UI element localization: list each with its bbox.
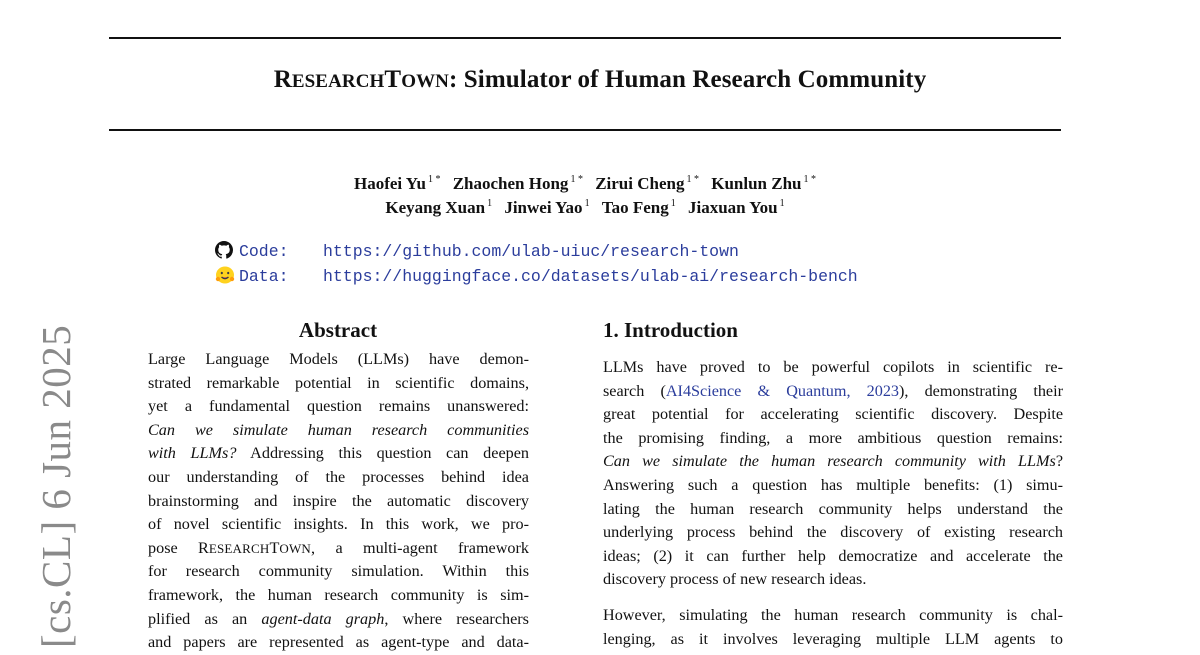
- title-framework-name: RESEARCHTOWN: [273, 66, 450, 93]
- author-list-row-1: [0, 174, 1170, 194]
- intro-line: the promising finding, a more ambitious question remains:: [603, 428, 1063, 447]
- paper-title: [0, 66, 1200, 94]
- introduction-paragraph-1: [603, 356, 1063, 592]
- intro-line: LLMs have proved to be powerful copilots in scientific re-: [603, 358, 1063, 376]
- intro-line: Answering such a question has multiple benefits: (1) simu-: [603, 475, 1063, 494]
- code-url-link[interactable]: https://github.com/ulab-uiuc/research-town: [323, 242, 739, 261]
- intro-line: lenging, as it involves leveraging multiple LLM agents to: [603, 629, 1063, 648]
- author: Zhaochen Hong $^{1 *}$: [452, 174, 583, 193]
- abstract-line: and papers are represented as agent-type and data-: [148, 633, 529, 652]
- abstract-line: yet a fundamental question remains unanswered:: [148, 397, 529, 416]
- arxiv-side-stamp: [cs.CL] 6 Jun 2025: [33, 324, 79, 648]
- intro-line: search (AI4Science & Quantum, 2023), demonstrating their: [603, 381, 1063, 400]
- intro-line: great potential for accelerating scientific discovery. Despite: [603, 405, 1063, 424]
- introduction-paragraph-2: [603, 604, 1063, 651]
- citation-link[interactable]: AI4Science & Quantum, 2023: [665, 381, 900, 400]
- abstract-heading: Abstract: [298, 318, 378, 342]
- abstract-line: plified as an agent-data graph, where researchers: [148, 609, 529, 628]
- intro-line: underlying process behind the discovery of existing research: [603, 523, 1063, 542]
- author: Jinwei Yao $^1$: [504, 198, 590, 217]
- data-label: Data:: [239, 267, 289, 286]
- abstract-line: with LLMs? Addressing this question can deepen: [148, 444, 529, 463]
- intro-line: Can we simulate the human research community with LLMs?: [603, 452, 1063, 471]
- title-rest: : Simulator of Human Research Community: [449, 66, 927, 93]
- author: Kunlun Zhu $^{1 *}$: [711, 174, 816, 193]
- abstract-line: of novel scientific insights. In this work, we pro-: [148, 515, 529, 534]
- author: Keyang Xuan $^1$: [385, 198, 493, 217]
- author: Haofei Yu $^{1 *}$: [354, 174, 441, 193]
- intro-line: ideas; (2) it can further help democratize and accelerate the: [603, 546, 1063, 565]
- github-icon: [215, 241, 235, 259]
- abstract-line: pose RESEARCHTOWN, a multi-agent framework: [148, 538, 529, 557]
- code-link-row: [215, 241, 739, 261]
- abstract-line: brainstorming and inspire the automatic discovery: [148, 491, 529, 510]
- author: Zirui Cheng $^{1 *}$: [595, 174, 699, 193]
- code-label: Code:: [239, 242, 289, 261]
- abstract-line: our understanding of the processes behind idea: [148, 467, 529, 486]
- author: Jiaxuan You $^1$: [687, 198, 785, 217]
- data-url-link[interactable]: https://huggingface.co/datasets/ulab-ai/research-bench: [323, 267, 858, 286]
- intro-line: lating the human research community helps understand the: [603, 499, 1063, 518]
- intro-line: discovery process of new research ideas.: [603, 570, 867, 589]
- introduction-heading: 1. Introduction: [603, 318, 738, 342]
- huggingface-icon: [215, 266, 235, 284]
- abstract-body: [148, 348, 529, 655]
- abstract-line: framework, the human research community is sim-: [148, 585, 529, 604]
- abstract-line: Can we simulate human research communities: [148, 420, 529, 439]
- top-rule: [109, 37, 1061, 39]
- abstract-line: strated remarkable potential in scientific domains,: [148, 373, 529, 392]
- abstract-line: for research community simulation. Within this: [148, 562, 529, 581]
- intro-line: However, simulating the human research community is chal-: [603, 606, 1063, 624]
- author: Tao Feng $^1$: [601, 198, 676, 217]
- bottom-rule: [109, 129, 1061, 131]
- author-list-row-2: [0, 198, 1170, 218]
- abstract-line: Large Language Models (LLMs) have demon-: [148, 350, 529, 368]
- data-link-row: [215, 266, 858, 286]
